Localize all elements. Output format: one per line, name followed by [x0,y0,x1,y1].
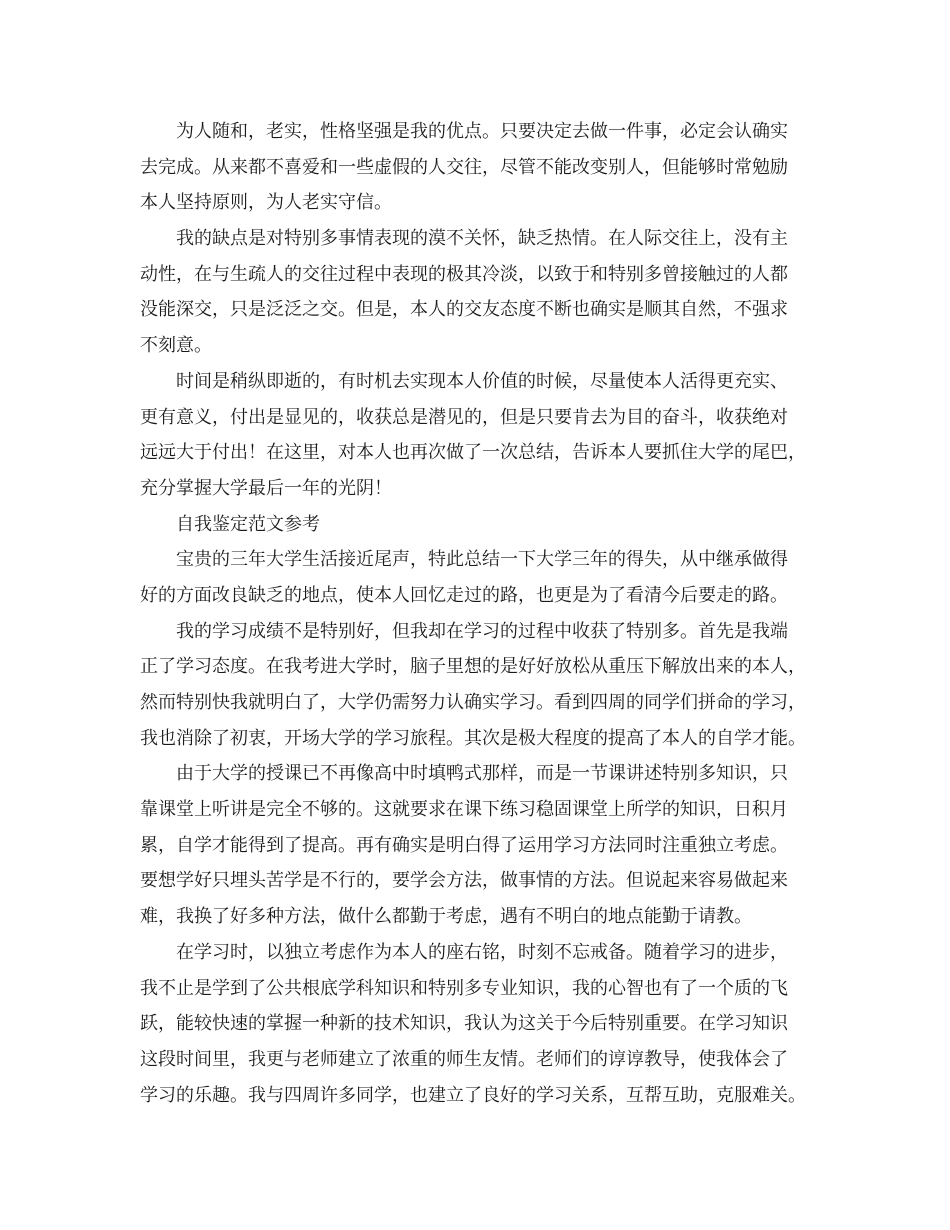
paragraph-line: 我也消除了初衷，开场大学的学习旅程。其次是极大程度的提高了本人的自学才能。 [140,727,806,749]
paragraph-first-line: 在学习时，以独立考虑作为本人的座右铭，时刻不忘戒备。随着学习的进步， [176,941,788,963]
paragraph-line: 更有意义，付出是显见的，收获总是潜见的，但是只要肯去为目的奋斗，收获绝对 [140,406,788,428]
paragraph-first-line: 由于大学的授课已不再像高中时填鸭式那样，而是一节课讲述特别多知识，只 [176,763,788,785]
paragraph-first-line: 我的缺点是对特别多事情表现的漠不关怀，缺乏热情。在人际交往上，没有主 [176,228,788,250]
paragraph-line: 跃，能较快速的掌握一种新的技术知识，我认为这关于今后特别重要。在学习知识 [140,1013,788,1035]
paragraph-line: 本人坚持原则，为人老实守信。 [140,192,392,214]
paragraph-line: 远远大于付出！在这里，对本人也再次做了一次总结，告诉本人要抓住大学的尾巴， [140,442,806,464]
paragraph-line: 不刻意。 [140,335,212,357]
paragraph-first-line: 自我鉴定范文参考 [176,513,320,535]
paragraph-line: 然而特别快我就明白了，大学仍需努力认确实学习。看到四周的同学们拼命的学习， [140,692,806,713]
paragraph-line: 学习的乐趣。我与四周许多同学，也建立了良好的学习关系，互帮互助，克服难关。 [140,1084,806,1106]
paragraph-line: 这段时间里，我更与老师建立了浓重的师生友情。老师们的谆谆教导，使我体会了 [140,1048,788,1070]
paragraph-line: 要想学好只埋头苦学是不行的，要学会方法，做事情的方法。但说起来容易做起来 [140,870,788,892]
paragraph-line: 没能深交，只是泛泛之交。但是，本人的交友态度不断也确实是顺其自然，不强求 [140,299,788,321]
paragraph-line: 难，我换了好多种方法，做什么都勤于考虑，遇有不明白的地点能勤于请教。 [140,906,752,928]
paragraph-line: 好的方面改良缺乏的地点，使本人回忆走过的路，也更是为了看清今后要走的路。 [140,584,788,606]
paragraph-line: 充分掌握大学最后一年的光阴！ [140,477,392,499]
paragraph-first-line: 我的学习成绩不是特别好，但我却在学习的过程中收获了特别多。首先是我端 [176,620,788,642]
paragraph-line: 靠课堂上听讲是完全不够的。这就要求在课下练习稳固课堂上所学的知识，日积月 [140,799,788,821]
paragraph-line: 我不止是学到了公共根底学科知识和特别多专业知识，我的心智也有了一个质的飞 [140,977,788,999]
paragraph-line: 正了学习态度。在我考进大学时，脑子里想的是好好放松从重压下解放出来的本人， [140,656,806,678]
paragraph-line: 去完成。从来都不喜爱和一些虚假的人交往，尽管不能改变别人，但能够时常勉励 [140,156,788,178]
document-body [140,114,824,1113]
paragraph-line: 累，自学才能得到了提高。再有确实是明白得了运用学习方法同时注重独立考虑。 [140,834,788,856]
paragraph-first-line: 为人随和，老实，性格坚强是我的优点。只要决定去做一件事，必定会认确实 [176,121,788,142]
paragraph-first-line: 时间是稍纵即逝的，有时机去实现本人价值的时候，尽量使本人活得更充实、 [176,370,788,392]
paragraph-line: 动性，在与生疏人的交往过程中表现的极其冷淡，以致于和特别多曾接触过的人都 [140,263,788,285]
paragraph-first-line: 宝贵的三年大学生活接近尾声，特此总结一下大学三年的得失，从中继承做得 [176,549,788,571]
